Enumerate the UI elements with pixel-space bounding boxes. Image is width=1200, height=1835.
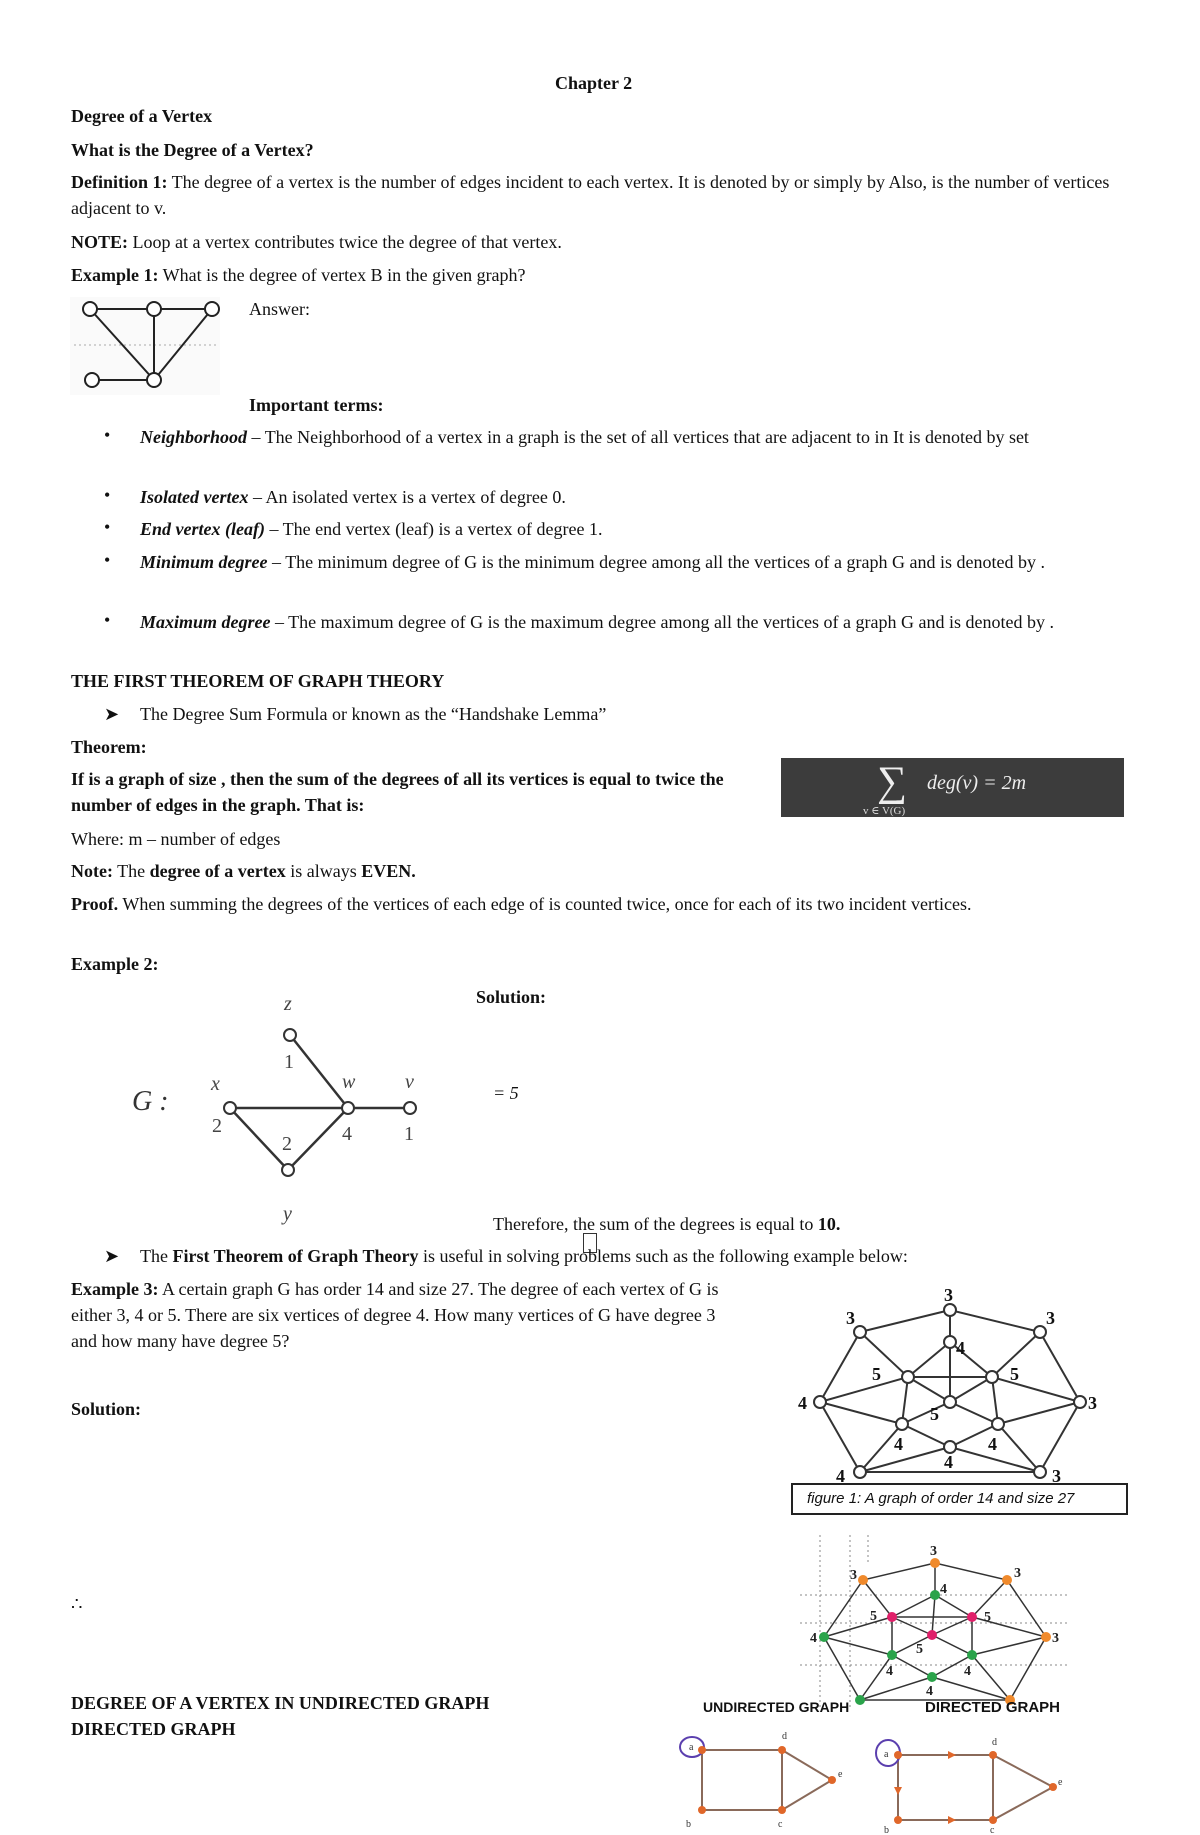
graph-vertex xyxy=(930,1590,940,1600)
graph-vertex xyxy=(989,1751,997,1759)
graph-edge xyxy=(992,1377,998,1424)
degree-label: 3 xyxy=(1052,1466,1061,1482)
small-graph-letters xyxy=(686,1731,843,1830)
graph-vertex xyxy=(205,302,219,316)
term-maximum-degree xyxy=(140,609,1140,635)
solution-label: Solution: xyxy=(476,987,547,1007)
graph-edge xyxy=(782,1750,832,1780)
term-name: Isolated vertex xyxy=(140,487,249,507)
graph-vertex xyxy=(778,1746,786,1754)
vertex-letter: c xyxy=(778,1819,783,1830)
arrow-icon xyxy=(948,1751,956,1759)
note-2-bold: degree of a vertex xyxy=(149,861,286,881)
graph-vertex xyxy=(930,1558,940,1568)
arrow-bullet-icon: ➤ xyxy=(104,704,120,724)
directed-small-graph xyxy=(868,1725,1068,1835)
graph-edge xyxy=(950,1402,998,1424)
graph-vertex xyxy=(894,1751,902,1759)
vertex-y xyxy=(282,1164,294,1176)
graph-edge xyxy=(892,1617,932,1635)
useful-post: is useful in solving problems such as the following example below: xyxy=(418,1246,908,1266)
degree-label: 4 xyxy=(894,1434,903,1454)
graph-vertex xyxy=(858,1575,868,1585)
graph-edge xyxy=(860,1447,950,1472)
vertex-label: w xyxy=(342,1071,356,1093)
graph-edge xyxy=(972,1637,1046,1655)
graph-edge xyxy=(998,1424,1040,1472)
degree-label: 2 xyxy=(212,1115,222,1137)
note-1 xyxy=(71,229,562,255)
section-title: Degree of a Vertex xyxy=(71,106,213,126)
solution-3-label: Solution: xyxy=(71,1399,142,1419)
graph-vertex xyxy=(902,1371,914,1383)
example-3-text: A certain graph G has order 14 and size 27. The degree of each vertex of G is either 3, 4 or 5. There are six vertices of degree 4. How many vertices of G have degree 3 and how many have degree 5? xyxy=(71,1279,719,1351)
small-graph-edges xyxy=(702,1750,832,1810)
bullet-dot: • xyxy=(104,610,111,630)
theorem-label: Theorem: xyxy=(71,737,147,757)
definition-text: The degree of a vertex is the number of edges incident to each vertex. It is denoted by or simply by Also, is the number of vertices adjacent to v. xyxy=(71,172,1110,218)
graph-vertex xyxy=(1034,1326,1046,1338)
graph-label: G : xyxy=(132,1086,169,1117)
degree-label: 4 xyxy=(926,1684,933,1699)
degree-label: 3 xyxy=(1046,1308,1055,1328)
vertex-letter: d xyxy=(782,1731,787,1742)
graph-edge xyxy=(998,1402,1080,1424)
term-name: End vertex (leaf) xyxy=(140,519,265,539)
graph-edge xyxy=(290,1035,348,1108)
graph-edge xyxy=(993,1787,1053,1820)
degree-label: 1 xyxy=(404,1123,414,1145)
vertex-label: v xyxy=(405,1071,414,1093)
graph-edge xyxy=(892,1635,932,1655)
question-heading: What is the Degree of a Vertex? xyxy=(71,140,314,160)
bullet-dot: • xyxy=(104,550,111,570)
therefore-text: Therefore, the sum of the degrees is equal to xyxy=(493,1214,818,1234)
degree-label: 1 xyxy=(284,1051,294,1073)
term-text: – The end vertex (leaf) is a vertex of degree 1. xyxy=(264,519,603,539)
example-3-paragraph xyxy=(71,1276,731,1354)
graph-edge xyxy=(935,1595,972,1617)
graph-vertex xyxy=(85,373,99,387)
graph-vertex xyxy=(814,1396,826,1408)
example-2-label: Example 2: xyxy=(71,954,159,974)
degree-label: 5 xyxy=(984,1610,991,1625)
degree-label: 3 xyxy=(930,1544,937,1559)
degree-label: 4 xyxy=(886,1664,893,1679)
graph-edge xyxy=(902,1424,950,1447)
bullet-dot: • xyxy=(104,517,111,537)
degree-label: 5 xyxy=(872,1364,881,1384)
vertex-x xyxy=(224,1102,236,1114)
graph-vertex xyxy=(967,1612,977,1622)
proof-label: Proof. xyxy=(71,894,119,914)
arrowheads xyxy=(894,1751,956,1824)
theorem-section-title: THE FIRST THEOREM OF GRAPH THEORY xyxy=(71,671,445,691)
vertex-letter: b xyxy=(884,1825,889,1835)
graph-edge xyxy=(892,1655,932,1677)
graph-edge xyxy=(820,1402,902,1424)
graph-edge xyxy=(230,1108,288,1170)
graph-vertex xyxy=(989,1816,997,1824)
degree-label: 5 xyxy=(1010,1364,1019,1384)
graph-vertex xyxy=(992,1418,1004,1430)
term-neighborhood xyxy=(140,424,1140,450)
graph-edge xyxy=(860,1677,932,1700)
graph-edge xyxy=(860,1332,908,1377)
note-2-even: EVEN. xyxy=(361,861,416,881)
term-end-vertex xyxy=(140,516,602,542)
graph-edge xyxy=(972,1655,1010,1700)
graph-vertex xyxy=(944,1396,956,1408)
term-text: – An isolated vertex is a vertex of degree 0. xyxy=(248,487,566,507)
definition-paragraph xyxy=(71,169,1131,221)
graph-vertex xyxy=(1074,1396,1086,1408)
graph-edge xyxy=(288,1108,348,1170)
graph-vertex xyxy=(896,1418,908,1430)
formula-box xyxy=(781,758,1124,817)
term-minimum-degree xyxy=(140,549,1140,575)
graph-edge xyxy=(908,1342,950,1377)
degree-label: 4 xyxy=(836,1466,845,1482)
where-text: Where: m – number of edges xyxy=(71,829,281,849)
therefore-line xyxy=(493,1211,840,1237)
degree-label: 3 xyxy=(850,1568,857,1583)
bottom-heading-2: DIRECTED GRAPH xyxy=(71,1719,236,1739)
important-terms-title: Important terms: xyxy=(249,395,384,415)
graph-vertex xyxy=(944,1304,956,1316)
degree-label: 3 xyxy=(1052,1631,1059,1646)
graph-edge xyxy=(932,1617,972,1635)
degree-label: 3 xyxy=(1014,1566,1021,1581)
term-text: – The Neighborhood of a vertex in a graph is the set of all vertices that are adjacent to in It is denoted by set xyxy=(247,427,1029,447)
graph-vertex xyxy=(147,302,161,316)
note-2-pre: The xyxy=(112,861,150,881)
figure-1-graph xyxy=(790,1282,1110,1482)
term-isolated-vertex xyxy=(140,484,566,510)
example-1-text: What is the degree of vertex B in the given graph? xyxy=(158,265,526,285)
term-text: – The minimum degree of G is the minimum degree among all the vertices of a graph G and is denoted by . xyxy=(267,552,1045,572)
directed-graph-label: DIRECTED GRAPH xyxy=(925,1699,1061,1716)
vertex-label: x xyxy=(211,1073,220,1095)
graph-edge xyxy=(902,1402,950,1424)
graph-vertex xyxy=(854,1466,866,1478)
graph-edge xyxy=(824,1617,892,1637)
degree-label: 5 xyxy=(930,1404,939,1424)
term-text: – The maximum degree of G is the maximum degree among all the vertices of a graph G and is denoted by . xyxy=(270,612,1054,632)
graph-edge xyxy=(950,1377,992,1402)
graph-vertex xyxy=(83,302,97,316)
vertex-letter: e xyxy=(1058,1777,1063,1788)
therefore-symbol: ∴ xyxy=(71,1594,83,1614)
answer-label: Answer: xyxy=(249,299,310,319)
degree-label: 3 xyxy=(1088,1393,1097,1413)
graph-vertex xyxy=(698,1746,706,1754)
degree-label: 3 xyxy=(846,1308,855,1328)
term-name: Minimum degree xyxy=(140,552,268,572)
degree-label: 4 xyxy=(956,1338,965,1358)
example-3-label: Example 3: xyxy=(71,1279,159,1299)
arrow-icon xyxy=(894,1787,902,1795)
undirected-graph-label: UNDIRECTED GRAPH xyxy=(703,1699,850,1715)
term-name: Maximum degree xyxy=(140,612,271,632)
vertex-letter: a xyxy=(884,1749,889,1760)
graph-edge xyxy=(908,1377,950,1402)
graph-vertex xyxy=(967,1650,977,1660)
vertex-w xyxy=(342,1102,354,1114)
useful-pre: The xyxy=(140,1246,173,1266)
example-1-graph xyxy=(70,297,220,395)
degree-label: 4 xyxy=(810,1631,817,1646)
example-1 xyxy=(71,262,526,288)
undirected-small-graph xyxy=(672,1725,852,1835)
degree-label: 4 xyxy=(964,1664,971,1679)
graph-edge xyxy=(993,1755,1053,1787)
vertex-letter: e xyxy=(838,1769,843,1780)
figure-caption-box xyxy=(791,1483,1128,1515)
graph-edge xyxy=(824,1637,892,1655)
graph-edge xyxy=(863,1580,892,1617)
graph-vertex xyxy=(927,1672,937,1682)
graph-vertex xyxy=(778,1806,786,1814)
degree-sum-bullet: The Degree Sum Formula or known as the “Handshake Lemma” xyxy=(140,704,607,724)
vertex-letter: d xyxy=(992,1737,997,1748)
formula-subscript: v ∈ V(G) xyxy=(863,805,906,817)
vertex-z xyxy=(284,1029,296,1041)
formula-text: deg(v) = 2m xyxy=(927,772,1027,794)
graph-vertex xyxy=(894,1816,902,1824)
graph-vertex xyxy=(887,1650,897,1660)
useful-bold: First Theorem of Graph Theory xyxy=(172,1246,419,1266)
bullet-dot: • xyxy=(104,425,111,445)
degree-label: 4 xyxy=(342,1123,352,1145)
theorem-statement: If is a graph of size , then the sum of the degrees of all its vertices is equal to twice the number of edges in the graph. That is: xyxy=(71,769,724,815)
graph-edge xyxy=(932,1635,972,1655)
graph-vertex xyxy=(854,1326,866,1338)
graph-edge xyxy=(892,1595,935,1617)
graph-edge xyxy=(932,1677,1010,1700)
graph-vertex xyxy=(986,1371,998,1383)
note-2 xyxy=(71,858,416,884)
graph-vertex xyxy=(147,373,161,387)
vertex-letter: c xyxy=(990,1825,995,1835)
graph-vertex xyxy=(927,1630,937,1640)
graph-vertex xyxy=(819,1632,829,1642)
degree-label: 5 xyxy=(916,1642,923,1657)
arrow-bullet-icon: ➤ xyxy=(104,1246,120,1266)
degree-label: 4 xyxy=(940,1582,947,1597)
graph-vertex xyxy=(828,1776,836,1784)
vertex-letter: b xyxy=(686,1819,691,1830)
degree-label: 5 xyxy=(870,1609,877,1624)
vertex-v xyxy=(404,1102,416,1114)
arrow-icon xyxy=(948,1816,956,1824)
vertex-letter: a xyxy=(689,1742,694,1753)
definition-label: Definition 1: xyxy=(71,172,168,192)
chapter-title: Chapter 2 xyxy=(555,73,633,93)
proof-text: When summing the degrees of the vertices of each edge of is counted twice, once for each of its two incident vertices. xyxy=(118,894,972,914)
note-1-label: NOTE: xyxy=(71,232,129,252)
equals-five: = 5 xyxy=(493,1083,519,1103)
proof-paragraph xyxy=(71,891,1131,917)
graph-vertex xyxy=(1034,1466,1046,1478)
graph-vertex xyxy=(887,1612,897,1622)
graph-vertex xyxy=(698,1806,706,1814)
example-2-graph xyxy=(120,990,450,1230)
vertex-label: z xyxy=(284,993,292,1015)
sum-symbol: ∑ xyxy=(877,759,907,805)
degree-label: 4 xyxy=(988,1434,997,1454)
term-name: Neighborhood xyxy=(140,427,248,447)
degree-label: 3 xyxy=(944,1285,953,1305)
degree-label: 4 xyxy=(944,1452,953,1472)
note-1-text: Loop at a vertex contributes twice the degree of that vertex. xyxy=(128,232,562,252)
graph-vertex xyxy=(944,1336,956,1348)
example-1-label: Example 1: xyxy=(71,265,159,285)
therefore-value: 10. xyxy=(817,1214,841,1234)
note-2-mid: is always xyxy=(285,861,362,881)
small-graph-edges xyxy=(898,1755,1053,1820)
bottom-heading-1: DEGREE OF A VERTEX IN UNDIRECTED GRAPH xyxy=(71,1693,490,1713)
graph-vertex xyxy=(1041,1632,1051,1642)
graph-vertex xyxy=(1049,1783,1057,1791)
vertex-label: y xyxy=(283,1203,292,1225)
graph-vertex xyxy=(855,1695,865,1705)
useful-bullet xyxy=(140,1243,908,1269)
note-2-label: Note: xyxy=(71,861,113,881)
graph-vertex xyxy=(1002,1575,1012,1585)
bullet-dot: • xyxy=(104,485,111,505)
graph-edge xyxy=(932,1595,935,1635)
figure-caption: figure 1: A graph of order 14 and size 27 xyxy=(807,1490,1075,1507)
degree-label: 4 xyxy=(798,1393,807,1413)
graph-edge xyxy=(782,1780,832,1810)
degree-label: 2 xyxy=(282,1133,292,1155)
colored-graph xyxy=(800,1535,1070,1710)
graph-edge xyxy=(902,1377,908,1424)
